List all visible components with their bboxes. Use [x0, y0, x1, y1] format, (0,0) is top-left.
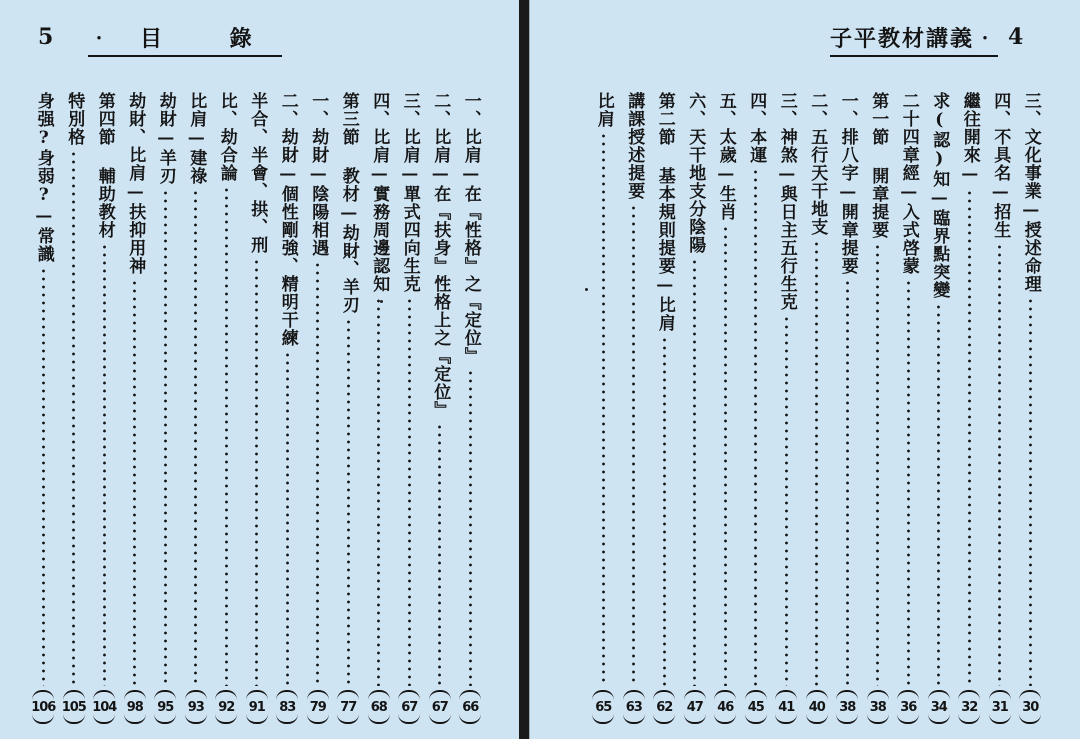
dot-leader — [469, 369, 472, 686]
toc-entry-label: 第二節 基本規則提要—比肩 — [654, 92, 675, 332]
dot-leader — [42, 267, 45, 686]
dot-leader — [815, 240, 818, 686]
toc-entry-label: 一、劫財—陰陽相遇 — [308, 92, 329, 257]
toc-entry-page: 67 — [398, 690, 420, 724]
toc-entry-label: 三、比肩—單式四向生克 — [399, 92, 420, 293]
left-page — [0, 0, 520, 739]
toc-entry-page: 47 — [684, 690, 706, 724]
dot-leader — [907, 279, 910, 686]
toc-entry-page: 95 — [154, 690, 176, 724]
toc-entry-page: 40 — [806, 690, 828, 724]
toc-entry-label: 第四節 輔助教材 — [94, 92, 115, 239]
toc-entry — [802, 92, 833, 732]
toc-entry-label: 第一節 開章提要 — [868, 92, 889, 239]
toc-entry-page: 83 — [276, 690, 298, 724]
left-toc — [28, 92, 486, 732]
toc-entry-label: 求(認)知—臨界點突變 — [929, 92, 950, 299]
toc-entry — [893, 92, 924, 732]
right-page — [530, 0, 1080, 739]
toc-entry — [364, 92, 395, 732]
left-page-header: ‧目 錄 — [88, 22, 282, 57]
toc-entry-page: 65 — [592, 690, 614, 724]
toc-entry-label: 三、神煞—與日主五行生克 — [776, 92, 797, 311]
toc-entry-page: 67 — [429, 690, 451, 724]
dot-leader — [225, 186, 228, 686]
toc-entry — [59, 92, 90, 732]
toc-entry-page: 104 — [93, 690, 115, 724]
toc-entry-page: 38 — [836, 690, 858, 724]
toc-entry — [1015, 92, 1046, 732]
toc-entry-page: 77 — [337, 690, 359, 724]
toc-entry-label: 劫財、比肩—扶抑用神 — [125, 92, 146, 275]
toc-entry — [272, 92, 303, 732]
dot-leader — [347, 318, 350, 686]
toc-entry-label: 比、劫合論 — [216, 92, 237, 182]
toc-entry — [425, 92, 456, 732]
toc-entry-label: 一、比肩—在『性格』之『定位』 — [460, 92, 481, 365]
toc-entry — [120, 92, 151, 732]
dot-leader — [632, 204, 635, 686]
dot-leader — [876, 243, 879, 686]
dot-leader — [937, 303, 940, 686]
toc-entry-page: 66 — [459, 690, 481, 724]
toc-entry — [28, 92, 59, 732]
toc-entry-label: 第三節 教材—劫財、羊刃 — [338, 92, 359, 314]
toc-entry-label: 四、不具名—招生 — [990, 92, 1011, 239]
toc-entry-page: 32 — [958, 690, 980, 724]
dot-leader — [754, 168, 757, 686]
dot-leader — [103, 243, 106, 686]
toc-entry — [649, 92, 680, 732]
toc-entry-page: 91 — [246, 690, 268, 724]
toc-entry — [924, 92, 955, 732]
toc-entry — [619, 92, 650, 732]
toc-entry-page: 62 — [653, 690, 675, 724]
dot-leader — [316, 261, 319, 686]
toc-entry-label: 比肩 — [593, 92, 614, 128]
book-spine — [519, 0, 529, 739]
right-toc — [588, 92, 1046, 732]
toc-entry-page: 45 — [745, 690, 767, 724]
dot-leader — [408, 297, 411, 686]
toc-entry-page: 63 — [623, 690, 645, 724]
toc-entry-page: 106 — [32, 690, 54, 724]
toc-entry — [181, 92, 212, 732]
toc-entry-label: 二、劫財—個性剛強、精明干練 — [277, 92, 298, 347]
dot-leader — [286, 351, 289, 686]
toc-entry — [985, 92, 1016, 732]
toc-entry — [832, 92, 863, 732]
toc-entry-label: 二、五行天干地支 — [807, 92, 828, 236]
toc-entry-label: 六、天干地支分陰陽 — [685, 92, 706, 254]
dot-leader — [133, 279, 136, 686]
dot-leader — [164, 189, 167, 686]
right-page-number: 4 — [1008, 24, 1024, 50]
toc-entry-label: 講課授述提要 — [624, 92, 645, 200]
toc-entry — [710, 92, 741, 732]
toc-entry-label: 三、文化事業—授述命理 — [1020, 92, 1041, 293]
print-speck — [380, 300, 383, 303]
toc-entry — [863, 92, 894, 732]
toc-entry-page: 46 — [714, 690, 736, 724]
toc-entry — [954, 92, 985, 732]
toc-entry-page: 31 — [989, 690, 1011, 724]
toc-entry-page: 105 — [63, 690, 85, 724]
left-page-number: 5 — [38, 24, 54, 50]
dot-leader — [602, 132, 605, 686]
toc-entry-label: 一、排八字—開章提要 — [837, 92, 858, 275]
toc-entry — [333, 92, 364, 732]
toc-entry-label: 半合、半會、拱、刑 — [247, 92, 268, 254]
toc-entry-page: 79 — [307, 690, 329, 724]
dot-leader — [998, 243, 1001, 686]
toc-entry — [242, 92, 273, 732]
dot-leader — [724, 225, 727, 686]
toc-entry-page: 36 — [897, 690, 919, 724]
dot-leader — [377, 297, 380, 686]
toc-entry — [588, 92, 619, 732]
dot-leader — [663, 336, 666, 686]
toc-entry — [211, 92, 242, 732]
toc-entry — [89, 92, 120, 732]
dot-leader — [785, 315, 788, 686]
toc-entry-label: 繼往開來— — [959, 92, 980, 185]
toc-entry-label: 身强?身弱?—常識 — [33, 92, 54, 263]
dot-leader — [72, 150, 75, 686]
toc-entry — [680, 92, 711, 732]
dot-leader — [846, 279, 849, 686]
toc-entry-page: 98 — [124, 690, 146, 724]
print-speck — [585, 288, 588, 291]
toc-entry-page: 30 — [1019, 690, 1041, 724]
toc-entry-label: 四、比肩—實務周邊認知 — [369, 92, 390, 293]
toc-entry-label: 特別格 — [64, 92, 85, 146]
toc-entry-label: 劫財—羊刃 — [155, 92, 176, 185]
toc-entry-page: 34 — [928, 690, 950, 724]
toc-entry-page: 92 — [215, 690, 237, 724]
toc-entry — [394, 92, 425, 732]
dot-leader — [255, 258, 258, 686]
toc-entry — [455, 92, 486, 732]
toc-entry — [150, 92, 181, 732]
toc-entry-page: 38 — [867, 690, 889, 724]
toc-entry-label: 二、比肩—在『扶身』性格上之『定位』 — [430, 92, 451, 419]
right-page-header: 子平教材講義‧ — [830, 22, 998, 57]
toc-entry-label: 四、本運 — [746, 92, 767, 164]
toc-entry-page: 68 — [368, 690, 390, 724]
toc-entry — [771, 92, 802, 732]
dot-leader — [968, 189, 971, 686]
toc-entry — [303, 92, 334, 732]
toc-entry-label: 比肩—建祿 — [186, 92, 207, 185]
toc-entry — [741, 92, 772, 732]
dot-leader — [693, 258, 696, 686]
dot-leader — [1029, 297, 1032, 686]
dot-leader — [194, 189, 197, 686]
toc-entry-page: 93 — [185, 690, 207, 724]
toc-entry-page: 41 — [775, 690, 797, 724]
toc-entry-label: 二十四章經—入式啓蒙 — [898, 92, 919, 275]
dot-leader — [438, 423, 441, 686]
toc-entry-label: 五、太歲—生肖 — [715, 92, 736, 221]
